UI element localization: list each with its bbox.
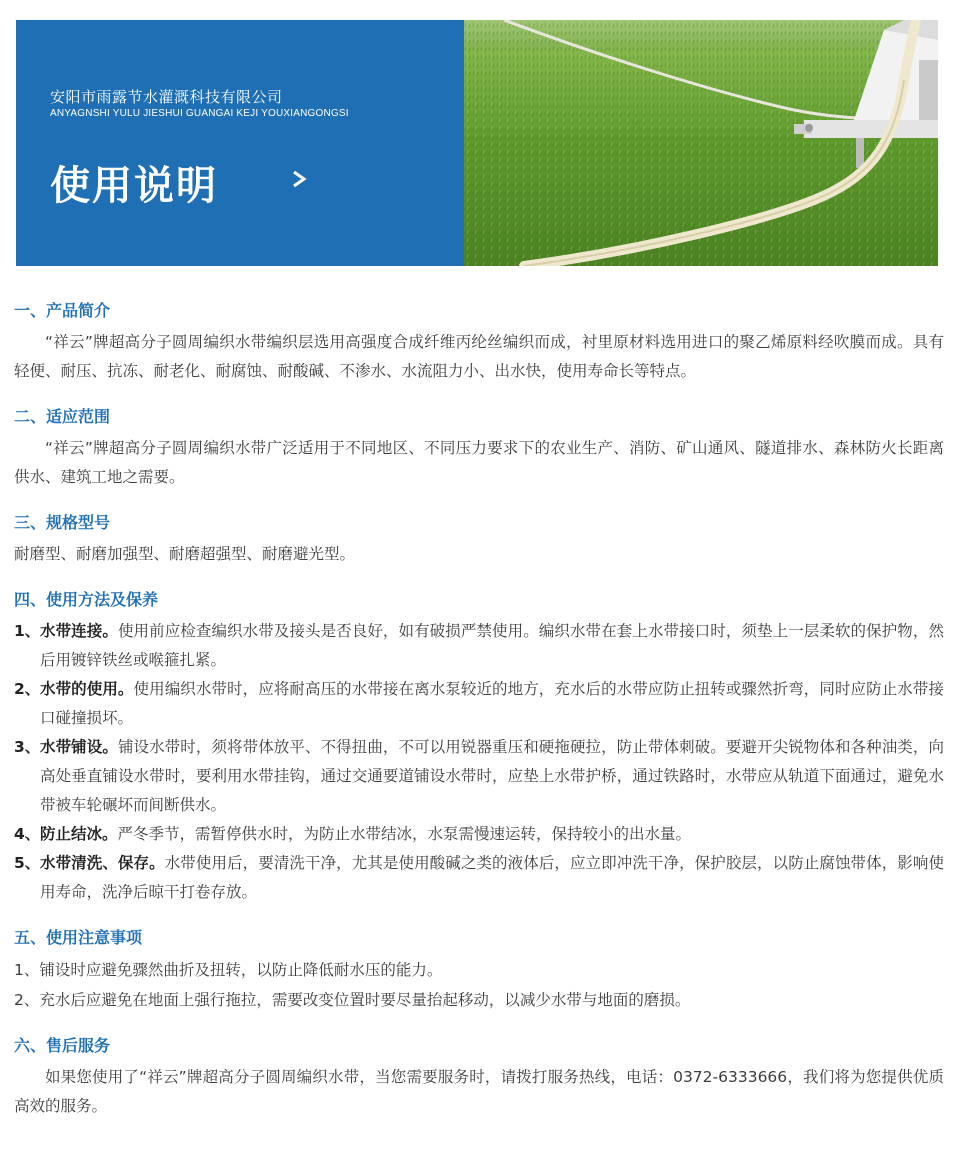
- section-text: “祥云”牌超高分子圆周编织水带编织层选用高强度合成纤维丙纶丝编织而成，衬里原材料选用进口的聚乙烯原料经吹膜而成。具有轻便、耐压、抗冻、耐老化、耐腐蚀、耐酸碱、不渗水、水流阻力小、出水快，使用寿命长等特点。: [14, 333, 944, 380]
- section-title: 四、使用方法及保养: [14, 590, 159, 609]
- chevron-right-icon: [288, 168, 310, 190]
- section-text: 如果您使用了“祥云”牌超高分子圆周编织水带，当您需要服务时，请拨打服务热线，电话：0372-6333666，我们将为您提供优质高效的服务。: [14, 1068, 944, 1115]
- instructions-content: [14, 300, 944, 1141]
- banner-photo: [464, 20, 938, 266]
- section-title: 五、使用注意事项: [14, 928, 143, 947]
- section-after-sales: [14, 1035, 944, 1121]
- section-title: 三、规格型号: [14, 513, 111, 532]
- page-title: 使用说明: [50, 163, 218, 209]
- list-item: 5、 水带清洗、保存。水带使用后，要清洗干净，尤其是使用酸碱之类的液体后，应立即冲洗干净，保护胶层，以防止腐蚀带体，影响使用寿命，洗净后晾干打卷存放。: [14, 854, 944, 901]
- company-name-cn: 安阳市雨露节水灌溉科技有限公司: [50, 88, 283, 106]
- list-item: 1、铺设时应避免骤然曲折及扭转，以防止降低耐水压的能力。: [14, 961, 443, 979]
- section-specs: [14, 512, 944, 569]
- section-text: “祥云”牌超高分子圆周编织水带广泛适用于不同地区、不同压力要求下的农业生产、消防、矿山通风、隧道排水、森林防火长距离供水、建筑工地之需要。: [14, 439, 944, 486]
- precautions-list: [14, 955, 944, 1015]
- section-title: 一、产品简介: [14, 301, 111, 320]
- list-item: 2、充水后应避免在地面上强行拖拉，需要改变位置时要尽量抬起移动，以减少水带与地面的磨损。: [14, 991, 691, 1009]
- section-scope: [14, 406, 944, 492]
- banner-title-panel: [16, 20, 464, 266]
- section-precautions: [14, 927, 944, 1015]
- section-title: 六、售后服务: [14, 1036, 111, 1055]
- banner: [16, 20, 938, 266]
- list-item: 4、 防止结冰。严冬季节，需暂停供水时，为防止水带结冰，水泵需慢速运转，保持较小的出水量。: [14, 825, 692, 843]
- field-irrigation-image: [464, 20, 938, 266]
- usage-list: [14, 617, 944, 907]
- section-product-intro: [14, 300, 944, 386]
- list-item: 1、 水带连接。使用前应检查编织水带及接头是否良好，如有破损严禁使用。编织水带在套上水带接口时，须垫上一层柔软的保护物，然后用镀锌铁丝或喉箍扎紧。: [14, 622, 944, 669]
- list-item: 3、 水带铺设。铺设水带时，须将带体放平、不得扭曲，不可以用锐器重压和硬拖硬拉，防止带体刺破。要避开尖锐物体和各种油类，向高处垂直铺设水带时，要利用水带挂钩，通过交通要道铺设水带时，应垫上水带护桥，通过铁路时，水带应从轨道下面通过，避免水带被车轮碾坏而间断供水。: [14, 738, 944, 814]
- section-usage: [14, 589, 944, 907]
- section-text: 耐磨型、耐磨加强型、耐磨超强型、耐磨避光型。: [14, 545, 356, 563]
- list-item: 2、 水带的使用。使用编织水带时，应将耐高压的水带接在离水泵较近的地方，充水后的水带应防止扭转或骤然折弯，同时应防止水带接口碰撞损坏。: [14, 680, 944, 727]
- section-title: 二、适应范围: [14, 407, 111, 426]
- company-name-en: ANYAGNSHI YULU JIESHUI GUANGAI KEJI YOUXIANGONGSI: [50, 108, 349, 119]
